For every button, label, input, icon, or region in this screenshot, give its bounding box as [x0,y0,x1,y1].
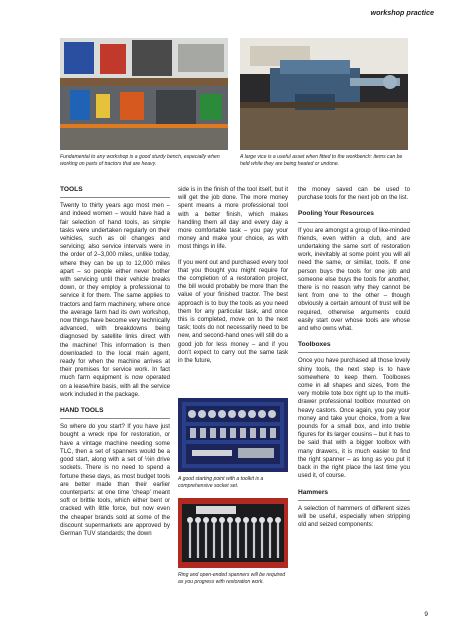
section-heading: TOOLS [60,186,170,198]
section-header: workshop practice [370,8,434,17]
socket-set-photo [178,398,288,472]
page-number: 9 [424,611,428,618]
photo-caption: A good starting point with a toolkit is a comprehensive socket set. [178,476,264,490]
vice-photo [240,38,408,150]
photo-caption: A large vice is a useful asset when fitted to the workbench: items can be held while they are being heated or undone. [240,154,403,168]
paragraph: side is in the finish of the tool itself, but it will get the job done. The more money spent means a more professional tool with a better finish, which makes handling them all day and every day a more comfortable task – you pay your money and make your choice, as with most things in life. [178,187,288,251]
paragraph: If you went out and purchased every tool that you thought you might require for the completion of a restoration project, the bill would probably be more than the value of your finished tractor. The best approach is to buy the tools as you need them for any particular task, and once this is completed, move on to the next task; tools do not necessarily need to be new, and second-hand ones will still do a good job for less money – and if you don’t expect to carry out the same task in the future, [178,259,288,365]
section-heading: Pooling Your Resources [298,210,410,222]
paragraph: So where do you start? If you have just bought a wreck ripe for restoration, or have a vintage machine needing some TLC, then a set of spanners would be a good start, along with a set of ½in drive sockets. There is no need to spend a fortune these days, as most budget tools are better made than their earlier counterparts: at one time ‘cheap’ meant soft or brittle tools, which either bent or cracked with little force, but now even the cheaper brands sold at some of the discount supermarkets are approved by German TUV standards; the down [60,424,170,537]
paragraph: the money saved can be used to purchase tools for the next job on the list. [298,187,410,202]
paragraph: Twenty to thirty years ago most men – and indeed women – would have had a fair selection of hand tools, as simple tasks were undertaken regularly on their vehicles, such as oil changes and servicing; also service intervals were in the order of 2–3,000 miles, unlike today, where they can be up to 12,000 miles apart – so people either never bother with servicing until their vehicle breaks down, or they employ a professional to service it for them. The same applies to tractors and farm machinery, where once the average farm had its own workshop, now things have become very technically advanced, with breakdowns being diagnosed by satellite links direct with the machine! This information is then downloaded to the local main agent, ready for when the machine arrives at their premises for service work. In fact much farm equipment is now operated on a lease/hire basis, with all the service work included in the package. [60,203,170,398]
text-column-3 [298,186,410,529]
section-heading: Hammers [298,489,410,501]
section-heading: HAND TOOLS [60,407,170,419]
photo-caption: Ring and open-ended spanners will be required as you progress with restoration work. [178,572,286,586]
paragraph: A selection of hammers of different sizes will be useful, especially when stripping old and seized components: [298,505,410,529]
workbench-photo [60,38,228,150]
spanner-set-photo [178,498,288,568]
paragraph: If you are amongst a group of like-minded friends, even within a club, and are undertaking the same sort of restoration work, inevitably at some point you will all need the same, or similar, tools. If one person buys the tools for one job and someone else buys the tools for another, there is no reason why they cannot be lent from one to the other – though obviously a certain amount of trust will be required, otherwise arguments could easily start over whose tools are whose and who owns what. [298,227,410,333]
text-column-1 [60,186,170,538]
section-heading: Toolboxes [298,341,410,353]
paragraph: Once you have purchased all those lovely shiny tools, the next step is to have somewhere to keep them. Toolboxes come in all shapes and sizes, from the very mobile tote box right up to the multi-drawer professional toolbox mounted on heavy castors. Once again, you pay your money and take your choice, from a few pounds for a small box, and into treble figures for its larger cousins – but it has to be said that with a bigger toolbox with many drawers, it is much easier to find the right spanner – as long as you put it back in the right place the last time you used it, of course. [298,358,410,480]
photo-caption: Fundamental to any workshop is a good sturdy bench, especially when working on parts of tractors that are heavy. [60,154,220,168]
text-column-2 [178,186,288,365]
